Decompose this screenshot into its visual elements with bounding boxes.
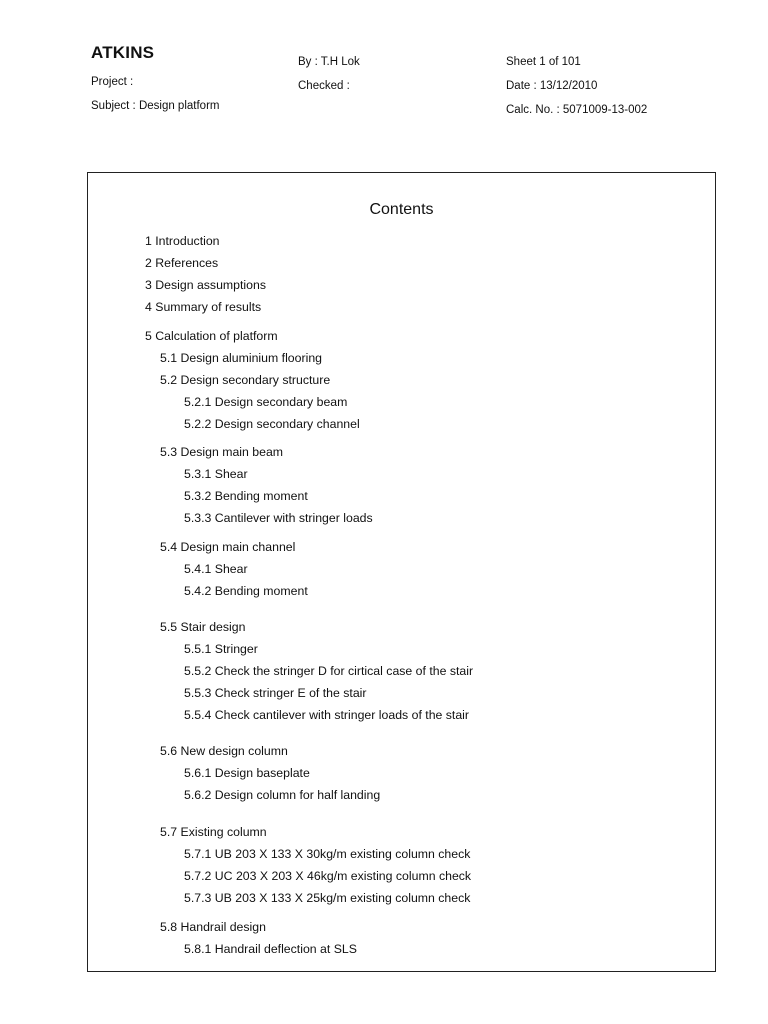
toc-item: 5.4 Design main channel xyxy=(160,540,296,554)
toc-item: 4 Summary of results xyxy=(145,300,262,314)
toc-item: 5.1 Design aluminium flooring xyxy=(160,351,322,365)
toc-item: 5.4.1 Shear xyxy=(184,562,248,576)
subject-label: Subject : Design platform xyxy=(91,100,220,112)
toc-item: 2 References xyxy=(145,256,219,270)
toc-item: 5.7.2 UC 203 X 203 X 46kg/m existing column check xyxy=(184,869,472,883)
calc-number: Calc. No. : 5071009-13-002 xyxy=(506,104,648,116)
date-label: Date : 13/12/2010 xyxy=(506,80,598,92)
project-label: Project : xyxy=(91,76,134,88)
toc-item: 5.3.1 Shear xyxy=(184,467,248,481)
sheet-number: Sheet 1 of 101 xyxy=(506,56,581,68)
toc-item: 5.3.3 Cantilever with stringer loads xyxy=(184,511,373,525)
toc-item: 5.6.2 Design column for half landing xyxy=(184,788,381,802)
toc-item: 1 Introduction xyxy=(145,234,220,248)
toc-item: 5 Calculation of platform xyxy=(145,329,278,343)
toc-item: 5.7 Existing column xyxy=(160,825,267,839)
author-label: By : T.H Lok xyxy=(298,56,360,68)
contents-box xyxy=(87,172,716,972)
toc-item: 5.5.1 Stringer xyxy=(184,642,258,656)
toc-item: 5.5.2 Check the stringer D for cirtical case of the stair xyxy=(184,664,474,678)
toc-item: 5.5 Stair design xyxy=(160,620,246,634)
table-of-contents xyxy=(88,173,715,971)
company-name: ATKINS xyxy=(91,43,155,62)
contents-title: Contents xyxy=(369,201,434,218)
toc-item: 5.5.3 Check stringer E of the stair xyxy=(184,686,367,700)
toc-item: 5.7.3 UB 203 X 133 X 25kg/m existing column check xyxy=(184,891,471,905)
toc-item: 5.3.2 Bending moment xyxy=(184,489,308,503)
toc-item: 5.2 Design secondary structure xyxy=(160,373,331,387)
toc-item: 5.2.2 Design secondary channel xyxy=(184,417,360,431)
toc-item: 5.8 Handrail design xyxy=(160,920,266,934)
toc-item: 5.4.2 Bending moment xyxy=(184,584,308,598)
toc-item: 5.3 Design main beam xyxy=(160,445,284,459)
toc-item: 3 Design assumptions xyxy=(145,278,266,292)
checked-label: Checked : xyxy=(298,80,350,92)
toc-item: 5.5.4 Check cantilever with stringer loads of the stair xyxy=(184,708,470,722)
toc-item: 5.7.1 UB 203 X 133 X 30kg/m existing column check xyxy=(184,847,471,861)
toc-item: 5.2.1 Design secondary beam xyxy=(184,395,348,409)
toc-item: 5.8.1 Handrail deflection at SLS xyxy=(184,942,357,956)
toc-item: 5.6 New design column xyxy=(160,744,288,758)
toc-item: 5.6.1 Design baseplate xyxy=(184,766,310,780)
